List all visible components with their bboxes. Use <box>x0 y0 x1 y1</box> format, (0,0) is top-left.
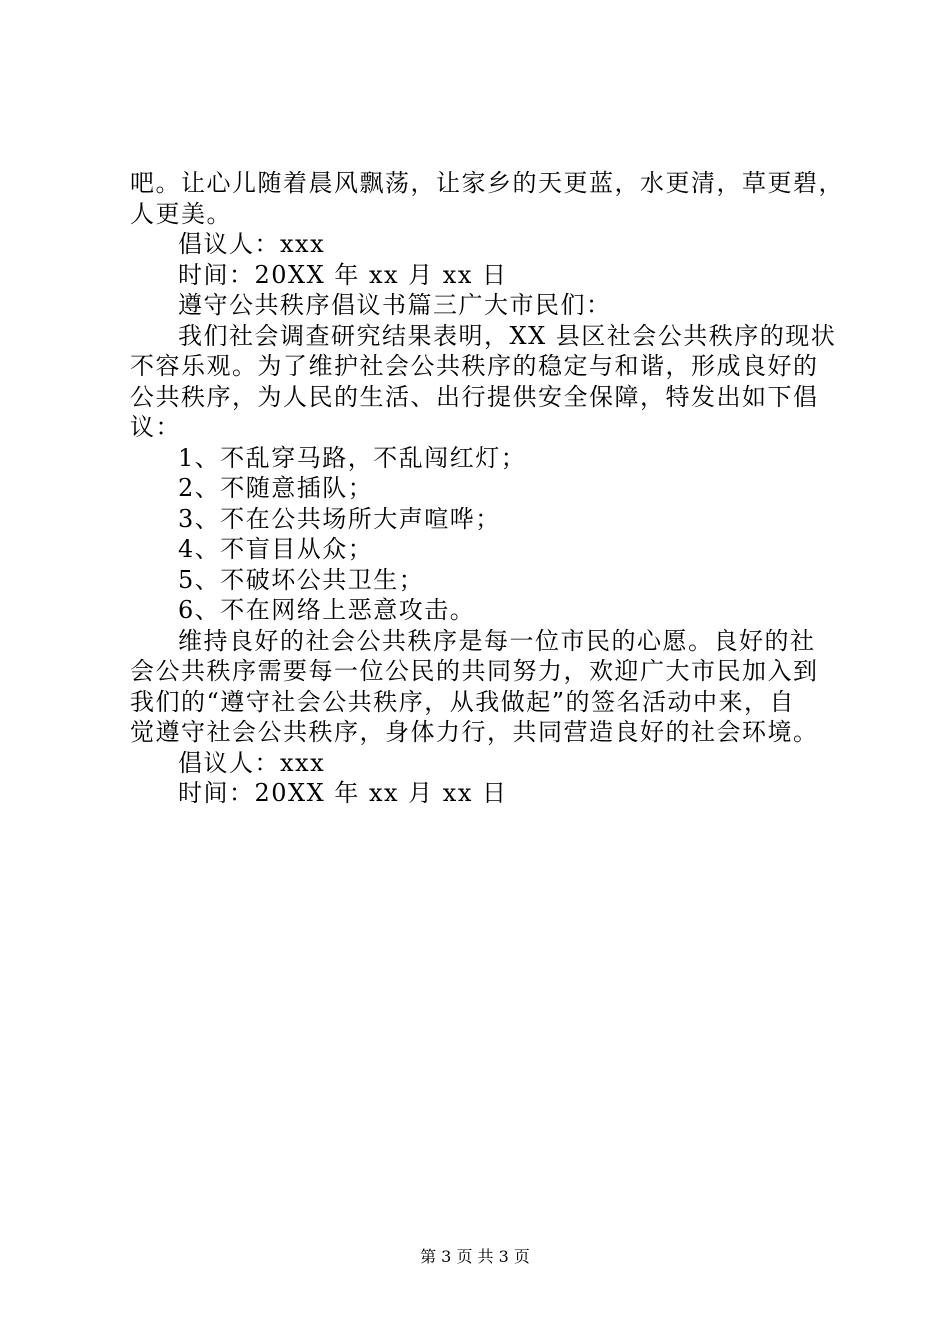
text-line: 议： <box>130 413 181 441</box>
document-body <box>130 168 844 809</box>
list-item: 1、不乱穿马路，不乱闯红灯； <box>178 443 527 472</box>
proposer-line: 倡议人：xxx <box>178 230 326 258</box>
text-line: 公共秩序，为人民的生活、出行提供安全保障，特发出如下倡 <box>130 382 819 411</box>
text-line: 会公共秩序需要每一位公民的共同努力，欢迎广大市民加入到 <box>130 657 819 685</box>
list-item: 4、不盲目从众； <box>178 535 374 563</box>
text-line: 维持良好的社会公共秩序是每一位市民的心愿。良好的社 <box>178 626 816 655</box>
proposer-line: 倡议人：xxx <box>178 748 326 777</box>
section-heading: 遵守公共秩序倡议书篇三广大市民们： <box>178 291 612 319</box>
list-item: 3、不在公共场所大声喧哗； <box>178 504 501 533</box>
list-item: 2、不随意插队； <box>178 474 374 502</box>
list-item: 6、不在网络上恶意攻击。 <box>178 596 476 624</box>
text-line: 我们社会调查研究结果表明，XX 县区社会公共秩序的现状 <box>178 321 837 350</box>
list-item: 5、不破坏公共卫生； <box>178 565 425 594</box>
text-line: 吧。让心儿随着晨风飘荡，让家乡的天更蓝，水更清，草更碧， <box>130 169 844 197</box>
text-line: 不容乐观。为了维护社会公共秩序的稳定与和谐，形成良好的 <box>130 352 819 380</box>
date-line: 时间：20XX 年 xx 月 xx 日 <box>178 779 508 807</box>
text-line: 人更美。 <box>130 199 232 228</box>
text-line: 觉遵守社会公共秩序，身体力行，共同营造良好的社会环境。 <box>130 718 819 746</box>
date-line: 时间：20XX 年 xx 月 xx 日 <box>178 260 508 289</box>
text-line: 我们的“遵守社会公共秩序，从我做起”的签名活动中来，自 <box>130 687 796 716</box>
page-number-footer: 第 3 页 共 3 页 <box>420 1247 530 1266</box>
